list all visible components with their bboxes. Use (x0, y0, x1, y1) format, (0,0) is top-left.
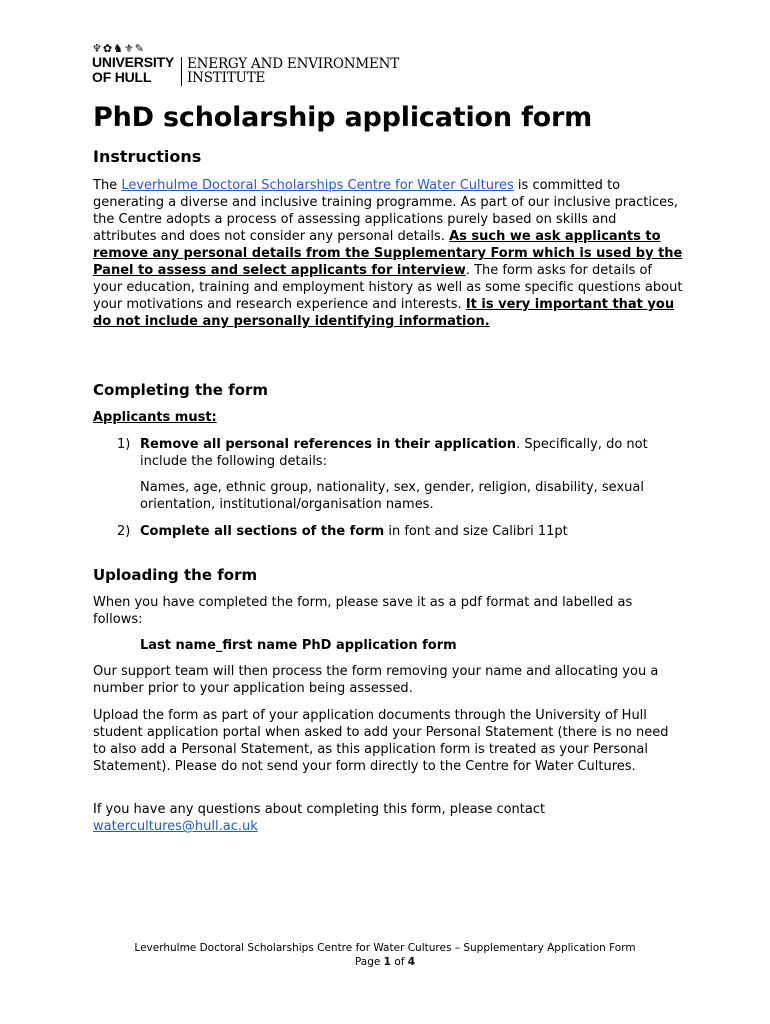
list-item (117, 523, 677, 543)
logo-university-line1: UNIVERSITY (92, 54, 175, 70)
list-item (117, 436, 677, 476)
identifying-info-warning: It is very important that you do not include any personally identifying information. (93, 297, 675, 329)
logo-university-line2: OF HULL (92, 69, 152, 85)
uploading-paragraph-1: When you have completed the form, please save it as a pdf format and labelled as follows: (93, 595, 633, 627)
text-run: If you have any questions about completing this form, please contact (93, 802, 546, 817)
applicants-must-label: Applicants must: (93, 410, 217, 425)
total-pages: 4 (407, 956, 416, 968)
logo-institute-line1: ENERGY AND ENVIRONMENT (187, 56, 400, 72)
university-logo (92, 42, 399, 88)
list-item-bold: Remove all personal references in their application (140, 437, 517, 452)
uploading-heading: Uploading the form (93, 566, 258, 584)
list-item-bold: Complete all sections of the form (140, 524, 385, 539)
instructions-heading: Instructions (93, 147, 202, 166)
list-item-text: in font and size Calibri 11pt (384, 524, 568, 539)
instructions-paragraph (93, 177, 683, 330)
logo-institute-line2: INSTITUTE (187, 70, 266, 86)
excluded-details-list: Names, age, ethnic group, nationality, sex, gender, religion, disability, sexual orientation, institutional/organisation names. (140, 480, 644, 512)
text-run: Page (354, 956, 384, 968)
text-run: is committed to generating a diverse and inclusive training programme. As part of our inclusive practices, the Centre adopts a process of assessing applications purely based on skills and attributes and does not consider any personal details. (93, 178, 679, 244)
crest-icon: ♆✿♞⚜✎ (92, 42, 146, 55)
page-title: PhD scholarship application form (93, 102, 593, 133)
text-run: The (93, 178, 122, 193)
uploading-paragraph-3: Upload the form as part of your application documents through the University of Hull student application portal when asked to add your Personal Statement (there is no need to also add a Personal Statement, as this application form is treated as your Personal Statement). Please do not send your form directly to the Centre for Water Cultures. (93, 708, 669, 774)
current-page: 1 (383, 956, 391, 968)
logo-divider (181, 57, 182, 86)
footer-title: Leverhulme Doctoral Scholarships Centre for Water Cultures – Supplementary Application Form (134, 942, 636, 954)
text-run: . The form asks for details of your education, training and employment history as well as some specific questions about your motivations and research experience and interests. (93, 263, 683, 312)
contact-email-link[interactable]: watercultures@hull.ac.uk (93, 819, 258, 834)
completing-heading: Completing the form (93, 381, 269, 399)
leverhulme-centre-link[interactable]: Leverhulme Doctoral Scholarships Centre for Water Cultures (121, 178, 514, 193)
list-number: 1) (117, 437, 131, 452)
list-item-text: . Specifically, do not include the following details: (140, 437, 648, 469)
list-number: 2) (117, 524, 131, 539)
personal-details-warning: As such we ask applicants to remove any personal details from the Supplementary Form which is used by the Panel to assess and select applicants for interview (93, 229, 683, 278)
text-run: of (390, 956, 408, 968)
uploading-paragraph-2: Our support team will then process the form removing your name and allocating you a number prior to your application being assessed. (93, 664, 659, 696)
contact-paragraph (93, 801, 678, 835)
page-number (0, 956, 770, 969)
filename-format: Last name_first name PhD application form (140, 638, 457, 653)
